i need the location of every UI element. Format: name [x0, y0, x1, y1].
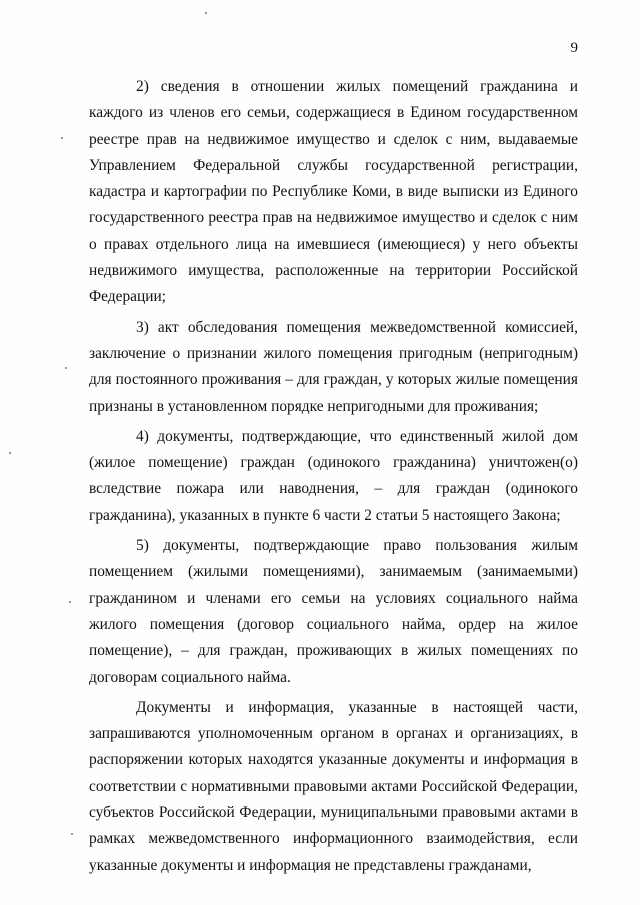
paragraph-item-2: 2) сведения в отношении жилых помещений гражданина и каждого из членов его семьи, содержащиеся в Едином государственном реестре прав на недвижимое имущество и сделок с ним, выдаваемые Управлением Федеральной службы государственной регистрации, кадастра и картографии по Республике Коми, в виде выписки из Единого государственного реестра прав на недвижимое имущество и сделок с ним о правах отдельного лица на имевшиеся (имеющиеся) у него объекты недвижимого имущества, расположенные на территории Российской Федерации;: [89, 78, 578, 306]
scan-speck: [71, 833, 73, 835]
scan-speck: [69, 601, 71, 603]
scan-speck: [9, 452, 11, 454]
scan-speck: [205, 12, 207, 14]
paragraph-item-5: 5) документы, подтверждающие право пользования жилым помещением (жилыми помещениями), занимаемым (занимаемыми) гражданином и членами его семьи на условиях социального найма жилого помещения (договор социального найма, ордер на жилое помещение), – для граждан, проживающих в жилых помещениях по договорам социального найма.: [89, 537, 578, 686]
paragraph-item-4: 4) документы, подтверждающие, что единственный жилой дом (жилое помещение) граждан (одинокого гражданина) уничтожен(о) вследствие пожара или наводнения, – для граждан (одинокого гражданина), указанных в пункте 6 части 2 статьи 5 настоящего Закона;: [89, 427, 578, 524]
scan-speck: [65, 367, 67, 369]
paragraph-documents-info: Документы и информация, указанные в настоящей части, запрашиваются уполномоченным органом в органах и организациях, в распоряжении которых находятся указанные документы и информация в соответствии с нормативными правовыми актами Российской Федерации, субъектов Российской Федерации, муниципальными правовыми актами в рамках межведомственного информационного взаимодействия, если указанные документы и информация не представлены гражданами,: [89, 698, 578, 874]
document-body: [89, 74, 578, 879]
paragraph-item-3: 3) акт обследования помещения межведомственной комиссией, заключение о признании жилого помещения пригодным (непригодным) для постоянного проживания – для граждан, у которых жилые помещения признаны в установленном порядке непригодными для проживания;: [89, 318, 578, 415]
scan-speck: [61, 137, 63, 139]
page-number: 9: [570, 40, 578, 56]
